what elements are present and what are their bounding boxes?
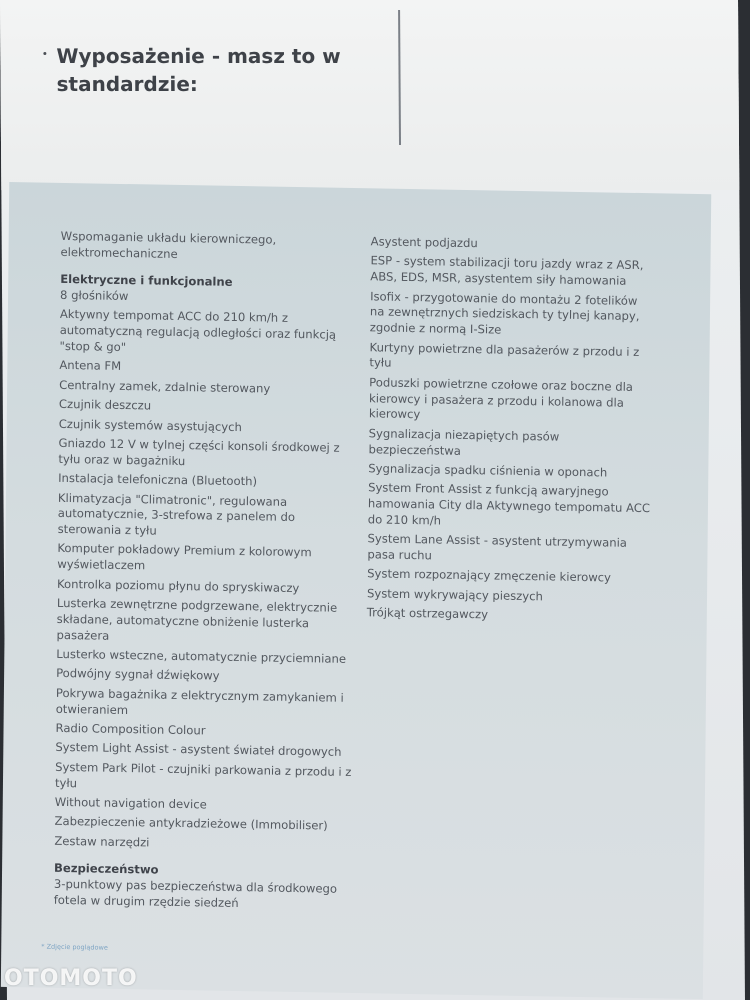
list-item: Asystent podjazdu <box>370 234 478 251</box>
list-item: System Light Assist - asystent świateł drogowych <box>55 740 342 760</box>
list-item: Pokrywa bagażnika z elektrycznym zamykaniem i otwieraniem <box>55 685 344 717</box>
watermark-logo: OTOMOTO <box>4 966 138 991</box>
list-item: Isofix - przygotowanie do montażu 2 fotelików na zewnętrznych siedziskach ty tylnej kanapy, zgodnie z normą I-Size <box>369 288 640 337</box>
list-item: Sygnalizacja spadku ciśnienia w oponach <box>368 461 608 480</box>
list-item: Lusterko wsteczne, automatycznie przyciemniane <box>56 646 347 666</box>
vertical-divider <box>398 10 400 145</box>
bullet-dot <box>43 52 46 55</box>
list-item: Kontrolka poziomu płynu do spryskiwaczy <box>56 576 300 595</box>
list-item: Radio Composition Colour <box>55 720 206 738</box>
left-column <box>54 229 361 917</box>
list-item: Wspomaganie układu kierowniczego, elektromechaniczne <box>60 228 277 261</box>
section-title-safety: Bezpieczeństwo <box>54 860 159 877</box>
list-item: System Front Assist z funkcją awaryjnego hamowania City dla Aktywnego tempomatu ACC do 210 km/h <box>367 480 651 528</box>
equipment-panel <box>1 182 711 999</box>
list-item: Trójkąt ostrzegawczy <box>366 605 489 622</box>
list-item: System wykrywający pieszych <box>366 586 543 604</box>
section-title-electric: Elektryczne i funkcjonalne <box>60 272 233 290</box>
list-item: Poduszki powietrzne czołowe oraz boczne dla kierowcy i pasażera z przodu i kolanowa dla kierowcy <box>368 375 634 422</box>
list-item: 8 głośników <box>60 287 129 304</box>
page-title: Wyposażenie - masz to w standardzie: <box>56 44 341 96</box>
section-list-electric <box>54 288 360 855</box>
list-item: Kurtyny powietrzne dla pasażerów z przodu i z tyłu <box>369 339 640 371</box>
list-item: Czujnik systemów asystujących <box>58 416 242 434</box>
list-item: Klimatyzacja "Climatronic", regulowana automatycznie, 3-strefowa z panelem do sterowania z tyłu <box>57 490 296 538</box>
list-item: 3-punktowy pas bezpieczeństwa dla środkowego fotela w drugim rzędzie siedzeń <box>53 876 338 910</box>
list-item: Zestaw narzędzi <box>54 833 150 850</box>
header-area <box>0 0 739 190</box>
list-item: Gniazdo 12 V w tylnej części konsoli środkowej z tyłu oraz w bagażniku <box>58 435 340 468</box>
list-item: Lusterka zewnętrzne podgrzewane, elektrycznie składane, automatyczne obniżenie lusterka pasażera <box>56 595 338 643</box>
list-item: Centralny zamek, zdalnie sterowany <box>59 377 271 396</box>
section-list-safety <box>54 877 354 914</box>
right-column <box>367 234 656 630</box>
list-item: Antena FM <box>59 358 122 374</box>
list-item: Zabezpieczenie antykradzieżowe (Immobiliser) <box>54 814 328 833</box>
list-item: System Lane Assist - asystent utrzymywania pasa ruchu <box>367 531 628 563</box>
footnote: * Zdjęcie poglądowe <box>41 942 108 952</box>
list-item: Czujnik deszczu <box>58 397 152 413</box>
list-item: Sygnalizacja niezapiętych pasów bezpieczeństwa <box>368 426 560 458</box>
list-item: ESP - system stabilizacji toru jazdy wraz z ASR, ABS, EDS, MSR, asystentem siły hamowania <box>370 253 644 288</box>
list-item: System Park Pilot - czujniki parkowania z przodu i z tyłu <box>54 759 352 790</box>
list-item: Podwójny sygnał dźwiękowy <box>56 666 220 684</box>
list-item: System rozpoznający zmęczenie kierowcy <box>367 566 612 585</box>
list-item: Aktywny tempomat ACC do 210 km/h z automatyczną regulacją odległości oraz funkcją "stop & go" <box>59 307 337 355</box>
list-item: Without navigation device <box>54 794 207 812</box>
list-item: Komputer pokładowy Premium z kolorowym wyświetlaczem <box>57 541 312 573</box>
list-item: Instalacja telefoniczna (Bluetooth) <box>58 470 258 489</box>
